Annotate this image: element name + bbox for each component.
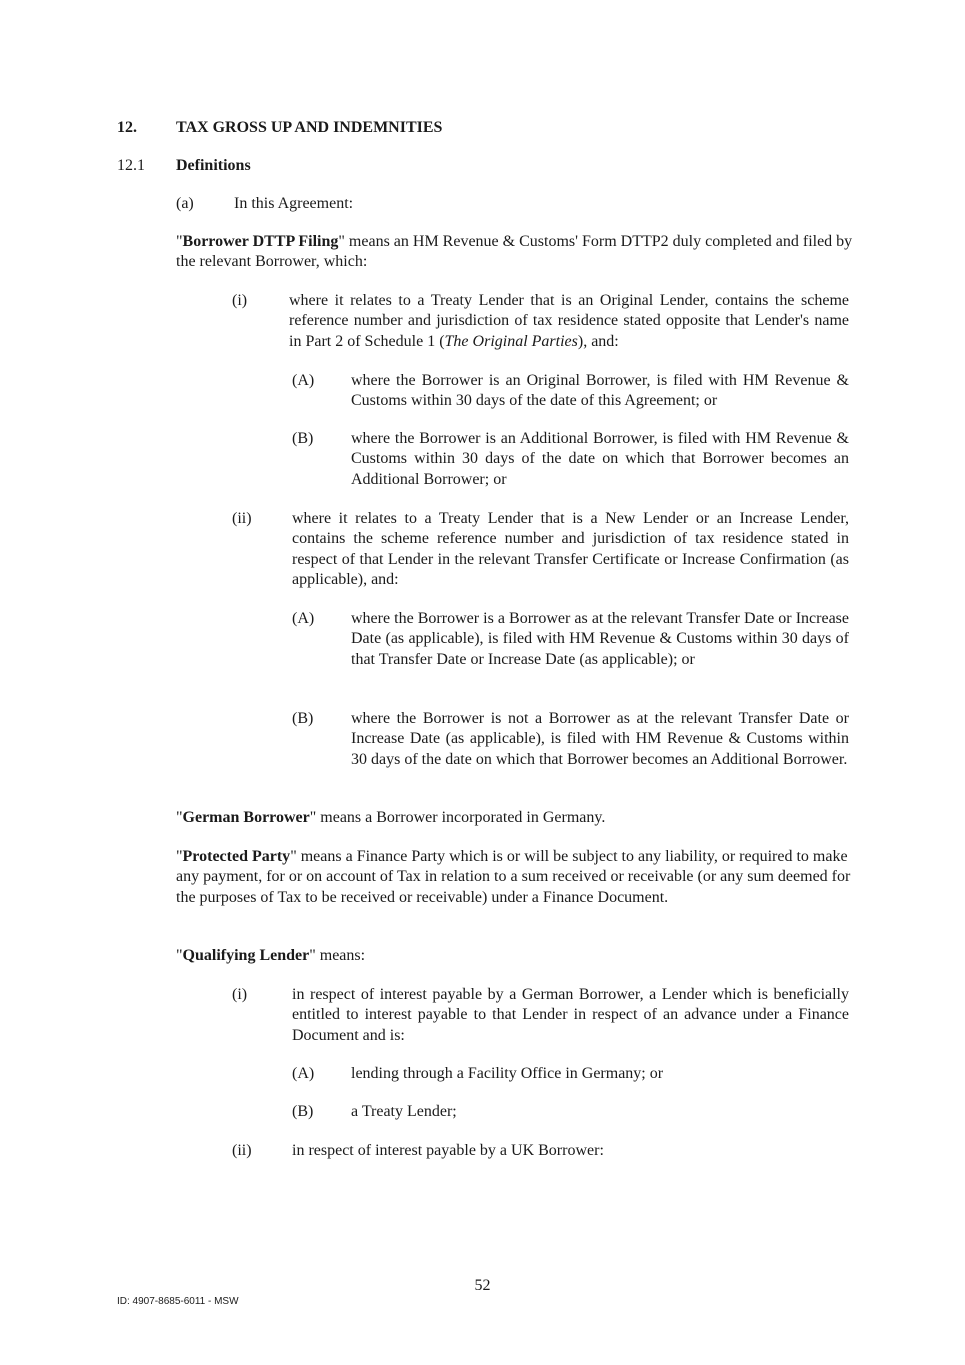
dttp-ii-A-text: where the Borrower is a Borrower as at the relevant Transfer Date or Increase Date (as applicable), is filed with HM Revenue & Customs within 30 days of that Transfer Date or Increase Date (as applicable); or	[351, 610, 849, 668]
defined-term: Borrower DTTP Filing	[182, 233, 339, 250]
qualifying-i-B-label: (B)	[292, 1103, 314, 1120]
para-a-label: (a)	[176, 195, 194, 212]
dttp-i-text: where it relates to a Treaty Lender that is an Original Lender, contains the scheme reference number and jurisdiction of tax residence stated opposite that Lender's name in Part 2 of Schedule 1 (The Original Parties), and:	[289, 292, 849, 350]
para-a-text: In this Agreement:	[234, 195, 354, 212]
qualifying-i-A-label: (A)	[292, 1065, 315, 1082]
subsection-title: Definitions	[176, 157, 251, 174]
definition-qualifying-lender: "Qualifying Lender" means:	[176, 947, 366, 964]
dttp-i-B-label: (B)	[292, 430, 314, 447]
dttp-ii-B-label: (B)	[292, 710, 314, 727]
qualifying-i-A-text: lending through a Facility Office in Germany; or	[351, 1065, 664, 1082]
section-title: TAX GROSS UP AND INDEMNITIES	[176, 119, 443, 136]
dttp-i-A-text: where the Borrower is an Original Borrower, is filed with HM Revenue & Customs within 30 days of the date of this Agreement; or	[351, 372, 849, 410]
dttp-ii-A-label: (A)	[292, 610, 315, 627]
defined-term: Protected Party	[182, 848, 291, 865]
definition-borrower-dttp-filing: "Borrower DTTP Filing" means an HM Revenue & Customs' Form DTTP2 duly completed and filed by the relevant Borrower, which:	[176, 233, 853, 271]
dttp-i-label: (i)	[232, 292, 248, 309]
definition-german-borrower: "German Borrower" means a Borrower incorporated in Germany.	[176, 809, 606, 826]
qualifying-i-text: in respect of interest payable by a German Borrower, a Lender which is beneficially entitled to interest payable to that Lender in respect of an advance under a Finance Document and is:	[292, 986, 849, 1044]
page-number: 52	[474, 1277, 491, 1294]
definition-protected-party: "Protected Party" means a Finance Party which is or will be subject to any liability, or required to make any payment, for or on account of Tax in relation to a sum received or receivable (or any sum deemed for the purposes of Tax to be received or receivable) under a Finance Document.	[176, 848, 851, 906]
qualifying-ii-label: (ii)	[232, 1142, 252, 1159]
defined-term: Qualifying Lender	[182, 947, 310, 964]
dttp-i-B-text: where the Borrower is an Additional Borrower, is filed with HM Revenue & Customs within 30 days of the date on which that Borrower becomes an Additional Borrower; or	[351, 430, 849, 488]
dttp-ii-label: (ii)	[232, 510, 252, 527]
qualifying-i-B-text: a Treaty Lender;	[351, 1103, 457, 1120]
qualifying-ii-text: in respect of interest payable by a UK Borrower:	[292, 1142, 604, 1159]
section-number: 12.	[117, 119, 137, 136]
document-id: ID: 4907-8685-6011 - MSW	[117, 1296, 239, 1307]
dttp-ii-text: where it relates to a Treaty Lender that is a New Lender or an Increase Lender, contains the scheme reference number and jurisdiction of tax residence stated in respect of that Lender in the relevant Transfer Certificate or Increase Confirmation (as applicable), and:	[292, 510, 849, 589]
qualifying-i-label: (i)	[232, 986, 248, 1003]
dttp-i-A-label: (A)	[292, 372, 315, 389]
defined-term: German Borrower	[182, 809, 310, 826]
subsection-number: 12.1	[117, 157, 145, 174]
dttp-ii-B-text: where the Borrower is not a Borrower as at the relevant Transfer Date or Increase Date (as applicable), is filed with HM Revenue & Customs within 30 days of the date on which that Borrower becomes an Additional Borrower.	[351, 710, 849, 768]
